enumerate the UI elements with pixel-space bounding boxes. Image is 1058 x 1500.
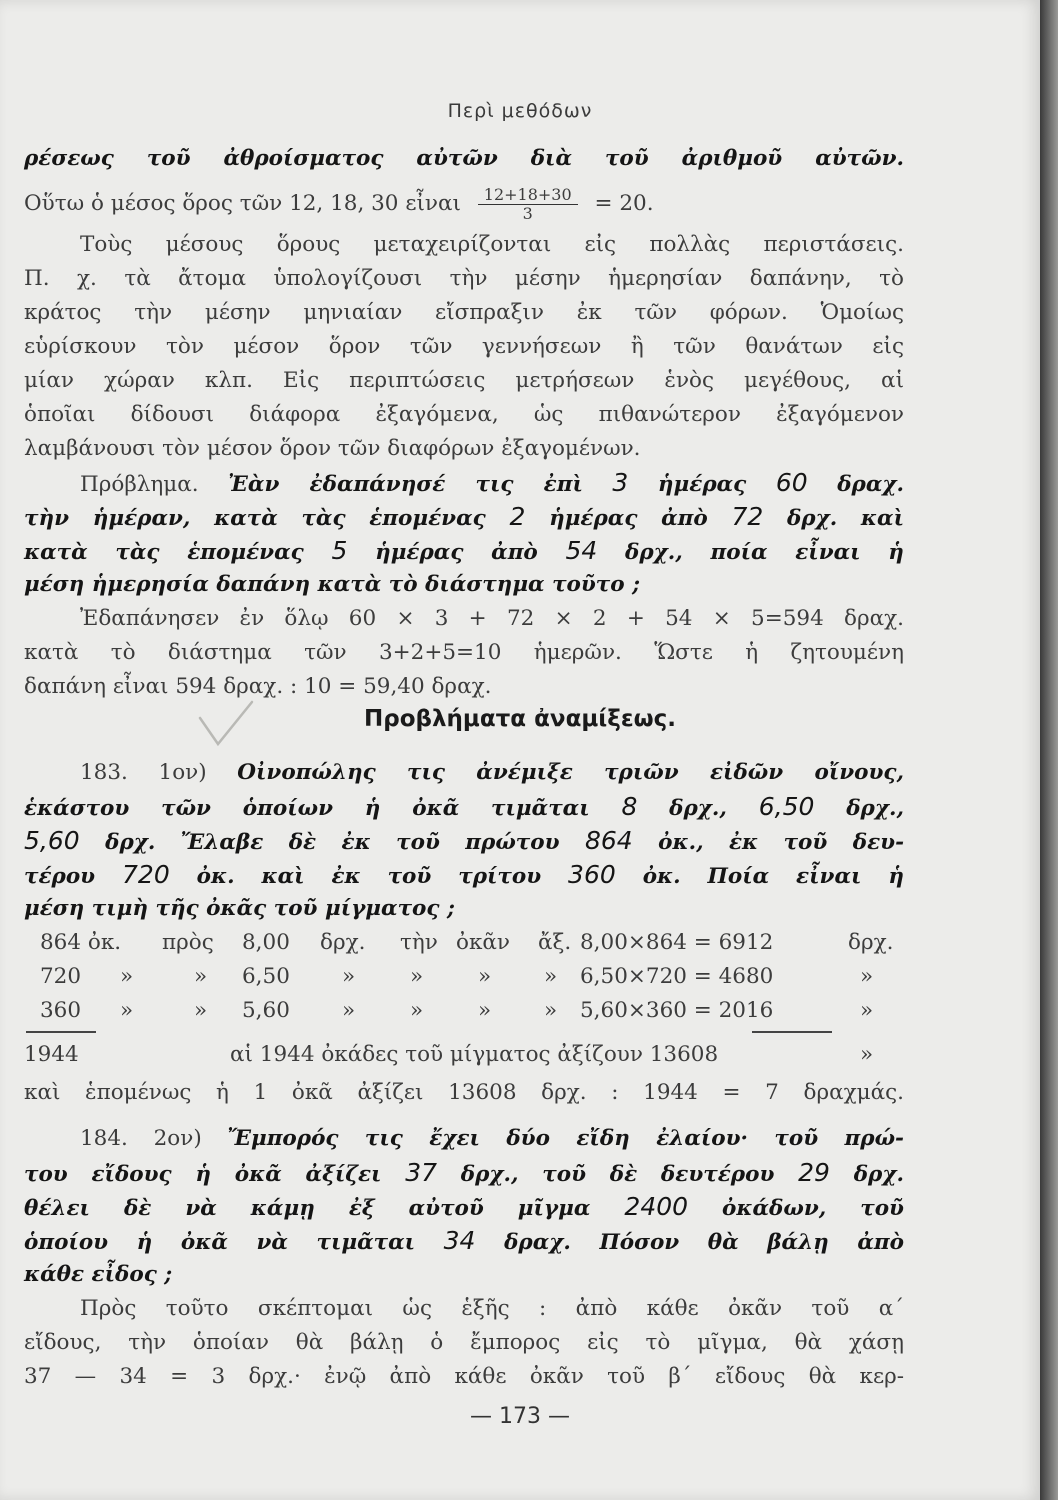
table-cell: » — [478, 964, 492, 989]
total-text: αἱ 1944 ὀκάδες τοῦ μίγματος ἀξίζουν 13608 — [230, 1042, 719, 1067]
problem-184-line — [80, 1124, 904, 1154]
problem-183-line — [24, 826, 904, 856]
number: 864 — [584, 826, 633, 855]
problem-line — [24, 502, 904, 532]
number: 54 — [565, 536, 598, 565]
fraction — [478, 186, 578, 223]
problem-184-line — [24, 1158, 904, 1188]
text-fragment: δρχ., τοῦ δὲ δευτέρου — [460, 1162, 775, 1187]
number: 60 — [775, 468, 808, 497]
problem-line: μέση ἡμερησία δαπάνη κατὰ τὸ διάστημα τοῦτο ; — [24, 572, 641, 597]
text-fragment: ὀκ., ἐκ τοῦ δευ- — [658, 830, 904, 855]
text-fragment: Οἰνοπώλης τις ἀνέμιξε τριῶν εἰδῶν οἴνους, — [237, 760, 904, 785]
sum-rule — [752, 1031, 832, 1033]
table-cell: » — [860, 1042, 874, 1067]
problem-183-line: μέση τιμὴ τῆς ὀκᾶς τοῦ μίγματος ; — [24, 896, 455, 921]
mixture-table-row — [24, 928, 904, 958]
total-qty: 1944 — [24, 1042, 79, 1067]
text-fragment: τέρου — [24, 864, 96, 889]
problem-184-line: κάθε εἶδος ; — [24, 1262, 173, 1287]
running-header: Περὶ μεθόδων — [447, 100, 593, 122]
mixture-table-row — [24, 996, 904, 1026]
table-cell-qty: 360 — [40, 998, 82, 1023]
number: 29 — [798, 1158, 830, 1187]
text-line: Ἐδαπάνησεν ἐν ὅλῳ 60 × 3 + 72 × 2 + 54 × 5=594 δραχ. — [80, 606, 904, 631]
text-line: ὁποῖαι δίδουσι διάφορα ἐξαγόμενα, ὡς πιθανώτερον ἐξαγόμενον — [24, 402, 904, 427]
text-fragment: Ἔμπορός τις ἔχει δύο εἴδη ἐλαίου· τοῦ πρώ- — [227, 1126, 904, 1151]
number: 72 — [731, 502, 764, 531]
mixture-table-row — [24, 962, 904, 992]
text-fragment: δραχ. — [837, 472, 905, 497]
problem-183-line — [24, 860, 904, 890]
table-cell: ἄξ. — [538, 930, 572, 955]
problem-184-line — [24, 1192, 904, 1222]
table-cell-price: 8,00 — [242, 930, 290, 955]
table-cell-qty: 720 — [40, 964, 82, 989]
text-line: εὑρίσκουν τὸν μέσον ὅρον τῶν γεννήσεων ἢ τῶν θανάτων εἰς — [24, 334, 904, 359]
section-title: Προβλήματα ἀναμίξεως. — [363, 706, 677, 732]
table-cell: τὴν — [400, 930, 438, 955]
table-cell-calc: 8,00×864 = 6912 — [580, 930, 774, 955]
number: 720 — [122, 860, 170, 889]
table-cell: » — [194, 998, 208, 1023]
table-cell-calc: 6,50×720 = 4680 — [580, 964, 774, 989]
fraction-numerator: 12+18+30 — [478, 186, 578, 205]
number: 2 — [509, 502, 526, 531]
text-line: Πρὸς τοῦτο σκέπτομαι ὡς ἑξῆς : ἀπὸ κάθε ὀκᾶν τοῦ α´ — [80, 1296, 904, 1321]
text-fragment: ἡμέρας ἀπὸ — [549, 506, 708, 531]
text-fragment: ὀκ. καὶ ἐκ τοῦ τρίτου — [196, 864, 542, 889]
text-fragment: δρχ., ποία εἶναι ἡ — [625, 540, 904, 565]
text-line: Π. χ. τὰ ἄτομα ὑπολογίζουσι τὴν μέσην ἡμερησίαν δαπάνην, τὸ — [24, 266, 904, 291]
table-cell: δρχ. — [848, 930, 894, 955]
text-fragment: ὁποίου ἡ ὀκᾶ νὰ τιμᾶται — [24, 1230, 416, 1255]
text-fragment: δρχ. — [853, 1162, 904, 1187]
page-number: — 173 — — [470, 1404, 570, 1429]
text-fragment: ἡμέρας — [657, 472, 747, 497]
text-line — [24, 184, 904, 224]
number: 3 — [612, 468, 629, 497]
text-fragment: δρχ., — [669, 796, 727, 821]
problem-number: 184. 2ον) — [80, 1126, 202, 1151]
table-cell: » — [410, 998, 424, 1023]
number: 2400 — [624, 1192, 689, 1221]
table-cell-calc: 5,60×360 = 2016 — [580, 998, 774, 1023]
number: 5 — [331, 536, 348, 565]
text-fragment: θέλει δὲ νὰ κάμῃ ἐξ αὐτοῦ μῖγμα — [24, 1196, 591, 1221]
text-line: ρέσεως τοῦ ἀθροίσματος αὐτῶν διὰ τοῦ ἀριθμοῦ αὐτῶν. — [24, 146, 904, 171]
table-cell: » — [860, 998, 874, 1023]
table-cell: » — [478, 998, 492, 1023]
text-line: εἴδους, τὴν ὁποίαν θὰ βάλῃ ὁ ἔμπορος εἰς τὸ μῖγμα, θὰ χάσῃ — [24, 1330, 904, 1355]
number: 6,50 — [758, 792, 815, 821]
text-line: κράτος τὴν μέσην μηνιαίαν εἴσπραξιν ἐκ τῶν φόρων. Ὁμοίως — [24, 300, 904, 325]
table-cell-price: 5,60 — [242, 998, 290, 1023]
table-cell: δρχ. — [320, 930, 366, 955]
problem-183-line — [24, 792, 904, 822]
text-line: Τοὺς μέσους ὅρους μεταχειρίζονται εἰς πολλὰς περιστάσεις. — [80, 232, 904, 257]
sum-rule — [26, 1031, 96, 1033]
table-cell: » — [410, 964, 424, 989]
text-line: μίαν χώραν κλπ. Εἰς περιπτώσεις μετρήσεων ἑνὸς μεγέθους, αἱ — [24, 368, 904, 393]
text-fragment: = 20. — [594, 191, 654, 216]
text-fragment: ὀκ. Ποία εἶναι ἡ — [642, 864, 904, 889]
text-fragment: δρχ. Ἔλαβε δὲ ἐκ τοῦ πρώτου — [105, 830, 560, 855]
text-fragment: του εἴδους ἡ ὀκᾶ ἀξίζει — [24, 1162, 382, 1187]
table-cell: » — [120, 964, 134, 989]
problem-line — [24, 536, 904, 566]
table-cell-price: 6,50 — [242, 964, 290, 989]
mixture-table-total — [24, 1040, 904, 1070]
number: 34 — [443, 1226, 476, 1255]
fraction-denominator: 3 — [522, 203, 533, 223]
text-fragment: Ἐὰν ἐδαπάνησέ τις ἐπὶ — [228, 472, 583, 497]
text-fragment: δρχ., — [846, 796, 904, 821]
table-cell: » — [194, 964, 208, 989]
text-fragment: ἑκάστου τῶν ὁποίων ἡ ὀκᾶ τιμᾶται — [24, 796, 590, 821]
number: 360 — [568, 860, 616, 889]
text-line: κατὰ τὸ διάστημα τῶν 3+2+5=10 ἡμερῶν. Ὥστε ἡ ζητουμένη — [24, 640, 904, 665]
table-cell: » — [342, 964, 356, 989]
number: 5,60 — [24, 826, 80, 855]
text-fragment: ἡμέρας ἀπὸ — [375, 540, 538, 565]
table-cell: ὀκᾶν — [456, 930, 510, 955]
number: 37 — [405, 1158, 438, 1187]
table-cell: πρὸς — [162, 930, 214, 955]
table-cell: » — [544, 964, 558, 989]
number: 8 — [621, 792, 638, 821]
text-line: 37 — 34 = 3 δρχ.· ἐνῷ ἀπὸ κάθε ὀκᾶν τοῦ β´ εἴδους θὰ κερ- — [24, 1364, 904, 1389]
text-fragment: ὀκάδων, τοῦ — [722, 1196, 904, 1221]
text-fragment: δραχ. Πόσον θὰ βάλῃ ἀπὸ — [504, 1230, 904, 1255]
text-fragment: κατὰ τὰς ἑπομένας — [24, 540, 304, 565]
table-cell-qty: 864 ὀκ. — [40, 930, 122, 955]
problem-label: Πρόβλημα. — [80, 472, 199, 497]
text-fragment: τὴν ἡμέραν, κατὰ τὰς ἑπομένας — [24, 506, 486, 531]
book-edge — [1040, 0, 1058, 1500]
problem-183-line — [80, 758, 904, 788]
table-cell: » — [860, 964, 874, 989]
text-fragment: δρχ. καὶ — [786, 506, 904, 531]
table-cell: » — [120, 998, 134, 1023]
text-line: δαπάνη εἶναι 594 δραχ. : 10 = 59,40 δραχ. — [24, 674, 492, 699]
table-cell: » — [544, 998, 558, 1023]
table-cell: » — [342, 998, 356, 1023]
text-line: λαμβάνουσι τὸν μέσον ὅρον τῶν διαφόρων ἐξαγομένων. — [24, 436, 641, 461]
problem-line — [80, 468, 904, 498]
text-line: καὶ ἑπομένως ἡ 1 ὀκᾶ ἀξίζει 13608 δρχ. : 1944 = 7 δραχμάς. — [24, 1080, 904, 1105]
problem-number: 183. 1ον) — [80, 760, 207, 785]
text-fragment: Οὕτω ὁ μέσος ὅρος τῶν 12, 18, 30 εἶναι — [24, 191, 461, 216]
problem-184-line — [24, 1226, 904, 1256]
